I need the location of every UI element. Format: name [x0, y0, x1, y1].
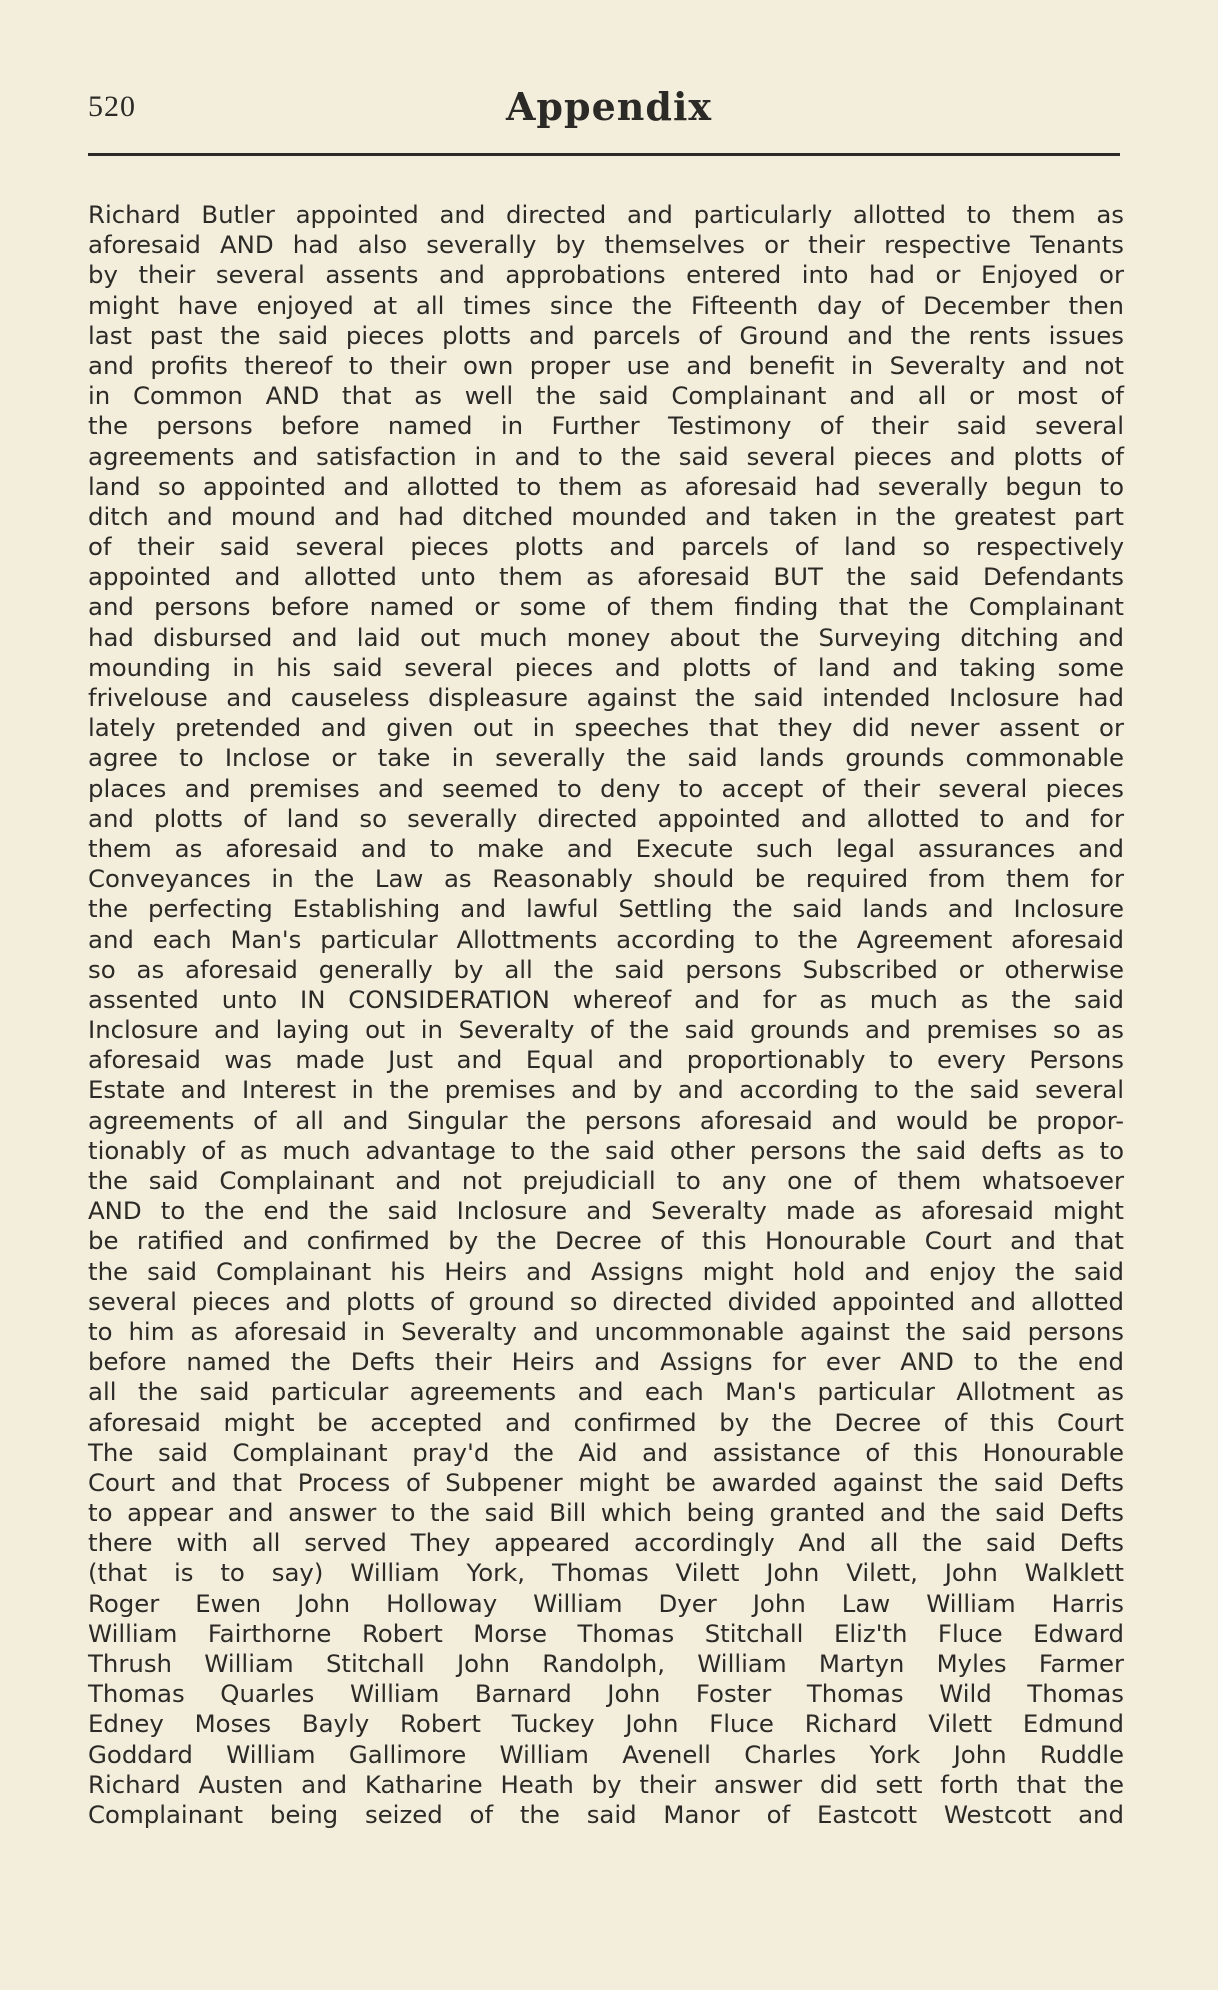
- text-line: agreements and satisfaction in and to the said several pieces and plotts of: [88, 441, 1124, 471]
- text-line: aforesaid AND had also severally by themselves or their respective Tenants: [88, 230, 1124, 260]
- page-number: 520: [88, 90, 136, 123]
- text-line: Court and that Process of Subpener might be awarded against the said Defts: [88, 1467, 1124, 1497]
- text-line: Complainant being seized of the said Manor of Eastcott Westcott and: [88, 1799, 1124, 1829]
- text-line: all the said particular agreements and each Man's particular Allotment as: [88, 1377, 1124, 1407]
- text-line: Thomas Quarles William Barnard John Foster Thomas Wild Thomas: [88, 1679, 1124, 1709]
- text-line: Thrush William Stitchall John Randolph, William Martyn Myles Farmer: [88, 1649, 1124, 1678]
- text-line: mounding in his said several pieces and plotts of land and taking some: [88, 652, 1124, 682]
- text-line: and persons before named or some of them finding that the Complainant: [88, 592, 1124, 622]
- text-line: Roger Ewen John Holloway William Dyer John Law William Harris: [88, 1588, 1124, 1618]
- text-line: Richard Austen and Katharine Heath by their answer did sett forth that the: [88, 1769, 1124, 1799]
- text-line: ditch and mound and had ditched mounded and taken in the greatest part: [88, 501, 1124, 531]
- text-line: aforesaid was made Just and Equal and proportionably to every Persons: [88, 1045, 1124, 1075]
- text-line: (that is to say) William York, Thomas Vilett John Vilett, John Walklett: [88, 1558, 1124, 1588]
- text-line: several pieces and plotts of ground so directed divided appointed and allotted: [88, 1286, 1124, 1316]
- text-line: the persons before named in Further Testimony of their said several: [88, 411, 1124, 441]
- running-head: Appendix: [505, 84, 713, 129]
- text-line: there with all served They appeared accordingly And all the said Defts: [88, 1528, 1124, 1558]
- text-line: the said Complainant his Heirs and Assigns might hold and enjoy the said: [88, 1256, 1124, 1286]
- text-line: tionably of as much advantage to the said other persons the said defts as to: [88, 1135, 1124, 1165]
- text-line: so as aforesaid generally by all the said persons Subscribed or otherwise: [88, 954, 1124, 984]
- text-line: land so appointed and allotted to them as aforesaid had severally begun to: [88, 471, 1124, 501]
- text-line: last past the said pieces plotts and parcels of Ground and the rents issues: [88, 320, 1124, 350]
- text-line: The said Complainant pray'd the Aid and assistance of this Honourable: [88, 1437, 1124, 1467]
- text-line: Inclosure and laying out in Severalty of the said grounds and premises so as: [88, 1015, 1124, 1045]
- text-line: Conveyances in the Law as Reasonably should be required from them for: [88, 864, 1124, 894]
- text-line: appointed and allotted unto them as aforesaid BUT the said Defendants: [88, 562, 1124, 592]
- text-line: places and premises and seemed to deny to accept of their several pieces: [88, 773, 1124, 803]
- text-line: them as aforesaid and to make and Execute such legal assurances and: [88, 833, 1124, 863]
- text-line: Goddard William Gallimore William Avenell Charles York John Ruddle: [88, 1739, 1124, 1769]
- text-line: aforesaid might be accepted and confirmed by the Decree of this Court: [88, 1407, 1124, 1437]
- text-line: had disbursed and laid out much money about the Surveying ditching and: [88, 622, 1124, 652]
- text-line: in Common AND that as well the said Complainant and all or most of: [88, 381, 1124, 411]
- text-line: agreements of all and Singular the persons aforesaid and would be propor-: [88, 1105, 1124, 1135]
- text-line: be ratified and confirmed by the Decree of this Honourable Court and that: [88, 1226, 1124, 1256]
- text-line: lately pretended and given out in speeches that they did never assent or: [88, 713, 1124, 743]
- text-line: agree to Inclose or take in severally the said lands grounds commonable: [88, 743, 1124, 773]
- text-line: Estate and Interest in the premises and by and according to the said several: [88, 1075, 1124, 1105]
- text-line: the said Complainant and not prejudiciall to any one of them whatsoever: [88, 1166, 1124, 1195]
- text-line: of their said several pieces plotts and parcels of land so respectively: [88, 532, 1124, 562]
- text-line: AND to the end the said Inclosure and Severalty made as aforesaid might: [88, 1196, 1124, 1226]
- text-line: William Fairthorne Robert Morse Thomas Stitchall Eliz'th Fluce Edward: [88, 1618, 1124, 1648]
- text-line: Richard Butler appointed and directed and particularly allotted to them as: [88, 200, 1124, 229]
- body-text: [88, 200, 1124, 1830]
- text-line: assented unto IN CONSIDERATION whereof and for as much as the said: [88, 984, 1124, 1014]
- text-line: to him as aforesaid in Severalty and uncommonable against the said persons: [88, 1316, 1124, 1346]
- text-line: the perfecting Establishing and lawful Settling the said lands and Inclosure: [88, 894, 1124, 924]
- text-line: and plotts of land so severally directed appointed and allotted to and for: [88, 803, 1124, 833]
- text-line: by their several assents and approbations entered into had or Enjoyed or: [88, 260, 1124, 290]
- text-line: and each Man's particular Allottments according to the Agreement aforesaid: [88, 924, 1124, 954]
- text-line: to appear and answer to the said Bill which being granted and the said Defts: [88, 1498, 1124, 1528]
- header-rule: [88, 153, 1120, 156]
- text-line: and profits thereof to their own proper use and benefit in Severalty and not: [88, 350, 1124, 380]
- text-line: before named the Defts their Heirs and Assigns for ever AND to the end: [88, 1347, 1124, 1377]
- text-line: might have enjoyed at all times since the Fifteenth day of December then: [88, 290, 1124, 320]
- text-line: frivelouse and causeless displeasure against the said intended Inclosure had: [88, 683, 1124, 712]
- text-line: Edney Moses Bayly Robert Tuckey John Fluce Richard Vilett Edmund: [88, 1709, 1124, 1739]
